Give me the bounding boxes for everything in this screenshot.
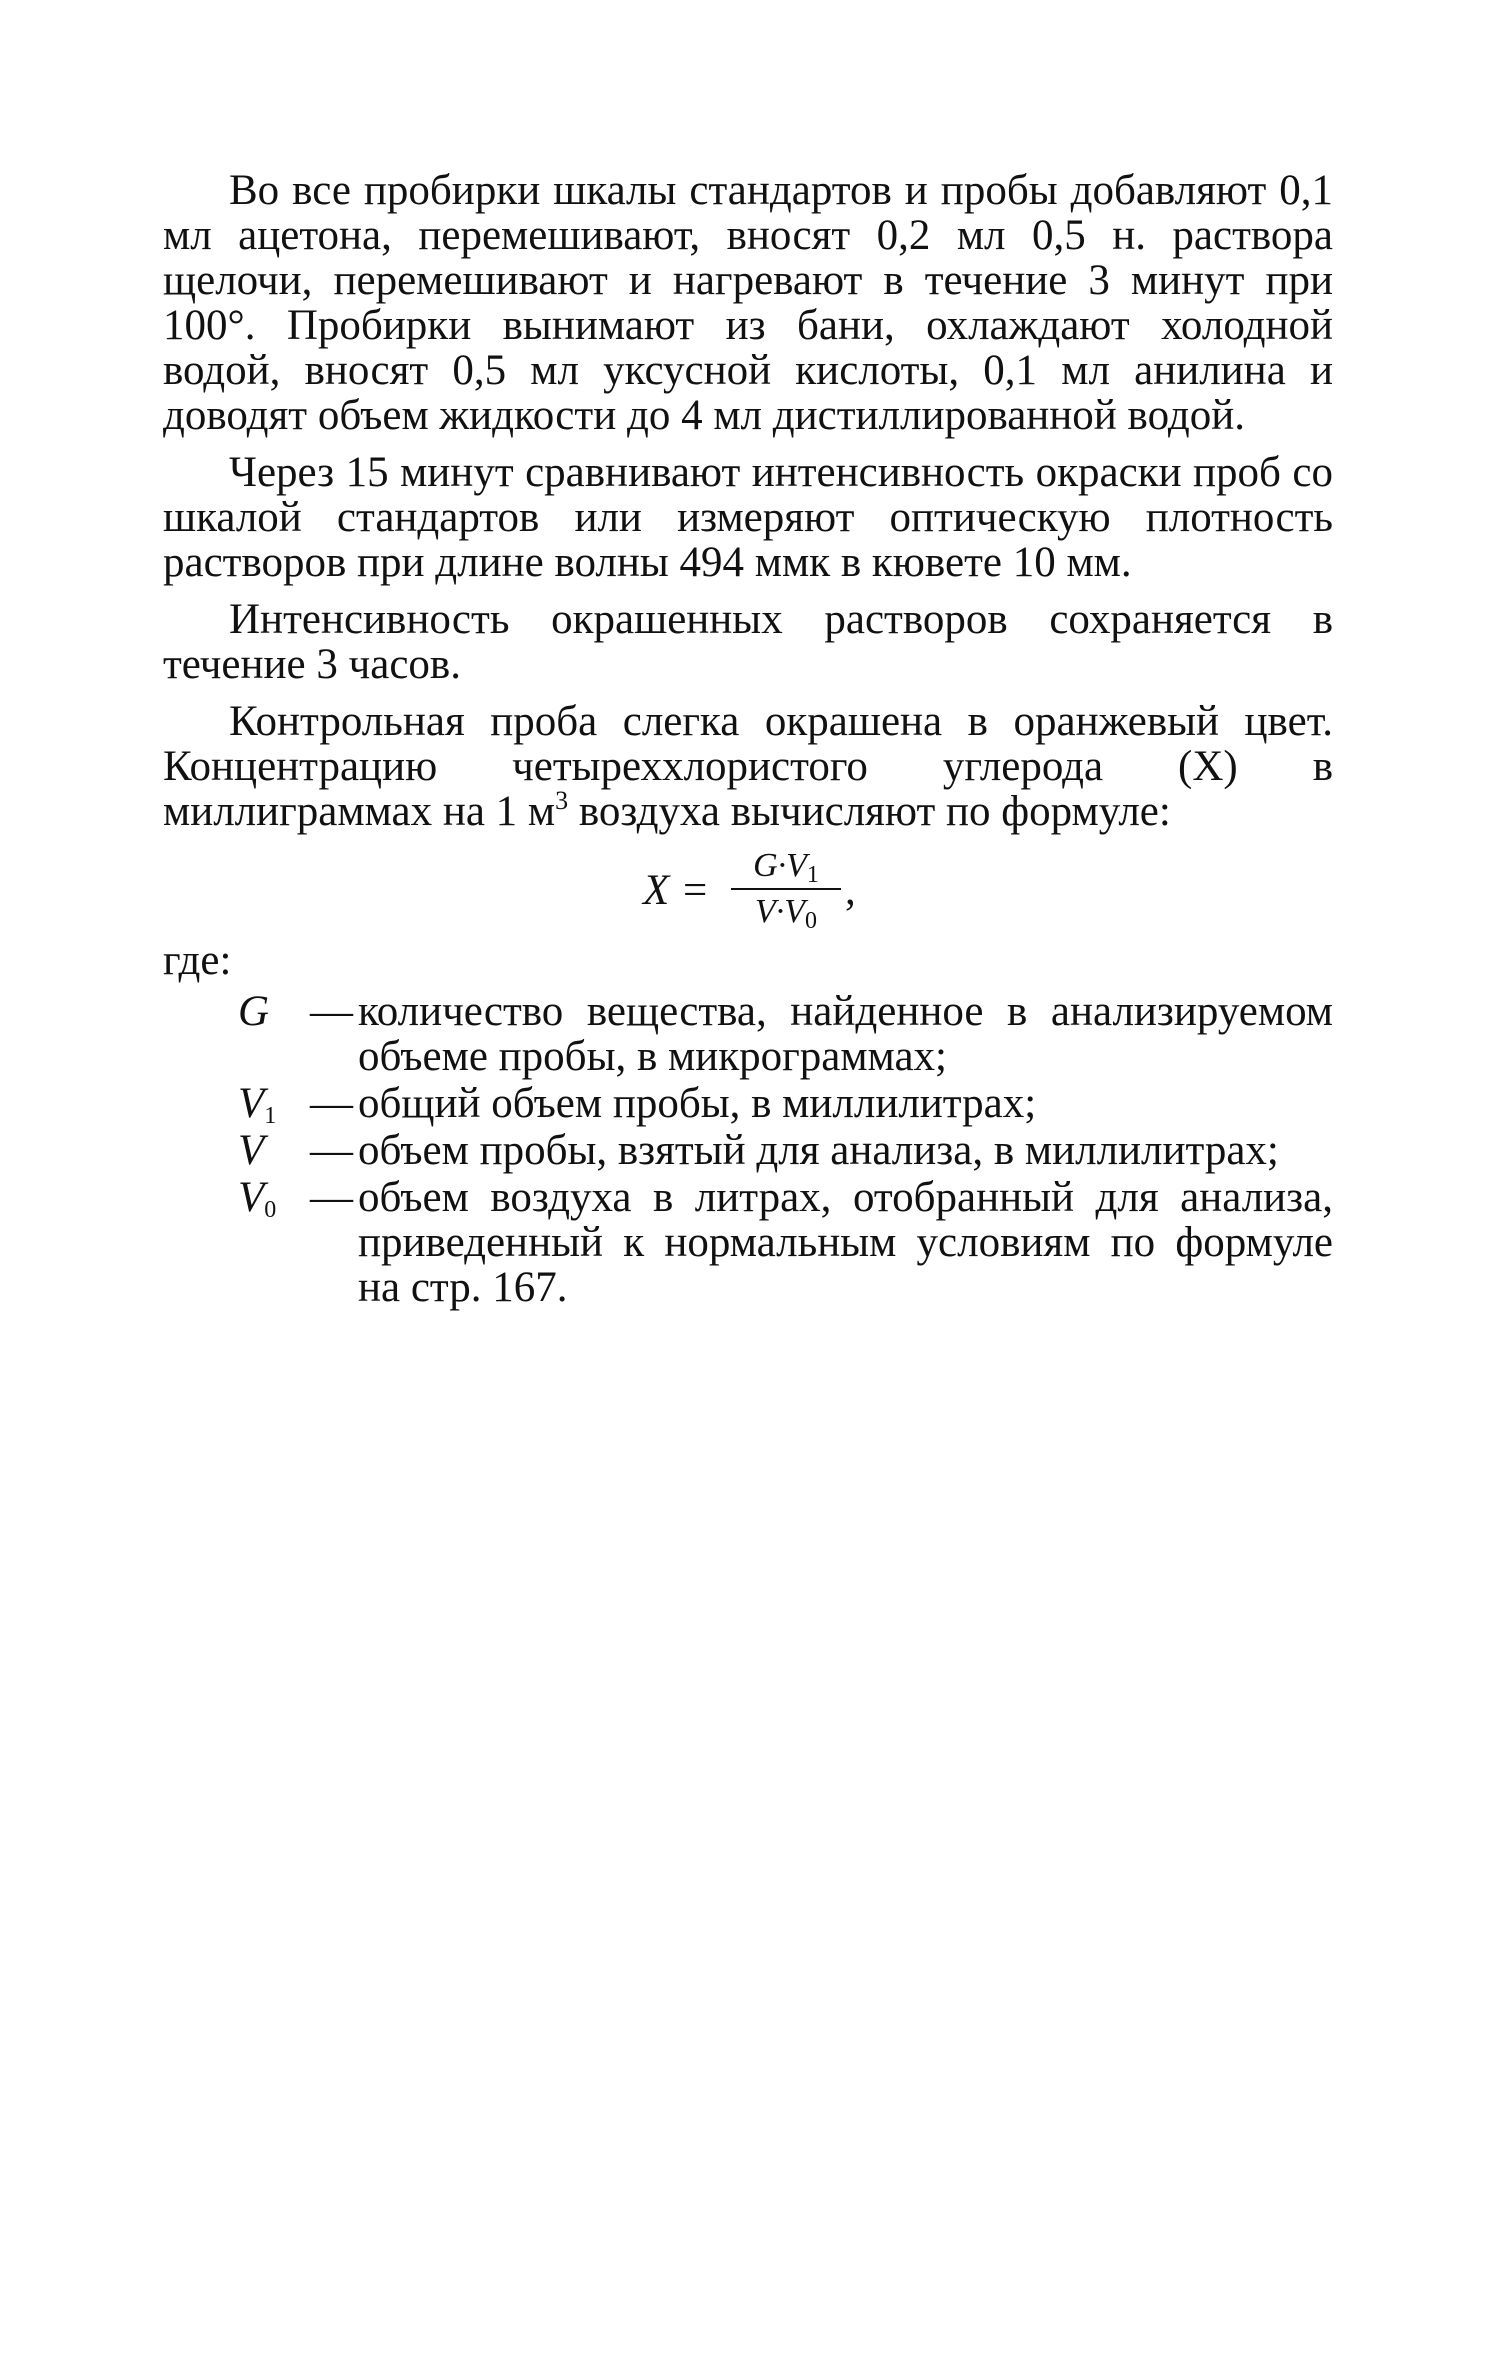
definition-text: общий объем пробы, в миллилитрах; [358,1080,1037,1127]
formula-fraction [731,846,841,932]
formula-equals: = [683,867,708,914]
variable-definitions [163,989,1333,1310]
definition-symbol: $V_1$ [238,1080,277,1129]
definition-item [163,989,1333,1079]
document-page [163,168,1333,1312]
definition-symbol: V [238,1127,265,1174]
cubic-superscript: 3 [555,786,569,815]
definition-item [163,1080,1333,1129]
paragraph-calculation [163,699,1333,834]
definition-symbol: $V_0$ [238,1174,277,1223]
definition-text: объем пробы, взятый для анализа, в миллилитрах; [358,1127,1279,1174]
concentration-formula [163,846,1333,934]
definition-text: объем воздуха в литрах, отобранный для анализа, приведенный к нормальным условиям по формуле на стр. 167. [358,1174,1333,1311]
formula-lhs: X [643,867,670,914]
definition-dash: — [310,1174,353,1221]
formula-comma: , [845,867,856,914]
paragraph-measurement: Через 15 минут сравнивают интенсивность окраски проб со шкалой стандартов или измеряют оптическую плотность растворов при длине волны 494 ммк в кювете 10 мм. [163,449,1333,586]
definition-dash: — [310,1080,353,1127]
calc-text-start: Контрольная проба слегка окрашена в оранжевый цвет. Концентрацию четыреххлористого углерода (X) в миллиграммах на 1 м [163,698,1333,835]
definition-symbol: G [238,988,270,1035]
paragraph-procedure: Во все пробирки шкалы стандартов и пробы добавляют 0,1 мл ацетона, перемешивают, вносят 0,2 мл 0,5 н. раствора щелочи, перемешивают и нагревают в течение 3 минут при 100°. Пробирки вынимают из бани, охлаждают холодной водой, вносят 0,5 мл уксусной кислоты, 0,1 мл анилина и доводят объем жидкости до 4 мл дистиллированной водой. [163,167,1333,439]
definition-dash: — [310,1127,353,1174]
definition-dash: — [310,988,353,1035]
calc-text-end: воздуха вычисляют по формуле: [568,788,1171,835]
formula-denominator: $V\cdot V_0$ [754,893,818,934]
definition-item [163,1128,1333,1173]
formula-numerator: $G\cdot V_1$ [731,846,841,890]
where-label: где: [163,937,232,984]
definition-item [163,1175,1333,1310]
paragraph-stability: Интенсивность окрашенных растворов сохраняется в течение 3 часов. [163,596,1333,688]
definition-text: количество вещества, найденное в анализируемом объеме пробы, в микрограммах; [358,988,1333,1080]
